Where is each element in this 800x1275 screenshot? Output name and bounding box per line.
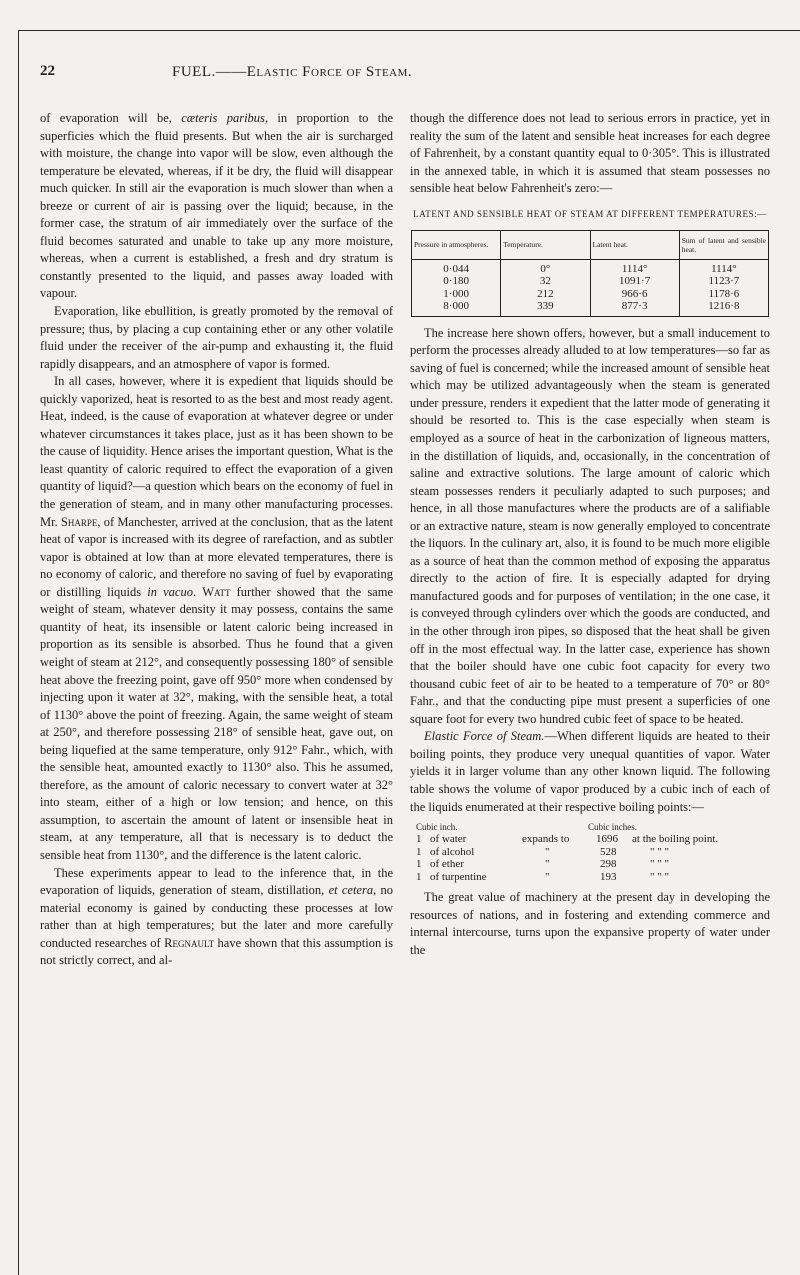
running-title: FUEL.——Elastic Force of Steam.	[172, 64, 413, 80]
paragraph: Elastic Force of Steam.—When different liquids are heated to their boiling points, they produce very unequal quantities of vapor. Water yields it in larger volume than any other known liquid. The following table shows the volume of vapor produced by a cubic inch of each of the liquids enumerated at their respective boiling points:—	[410, 729, 770, 814]
author-name: Watt	[202, 584, 231, 599]
right-column	[410, 110, 770, 959]
paragraph: Evaporation, like ebullition, is greatly promoted by the removal of pressure; thus, by placing a cup containing ether or any other volatile fluid under the receiver of the air-pump and exhausting it, the fluid rapidly disappears, and an atmosphere of vapor is formed.	[40, 304, 393, 371]
paragraph: The increase here shown offers, however, but a small inducement to perform the processes already alluded to at low temperatures—so far as saving of fuel is concerned; while the increased amount of sensible heat which may be utilized advantageously when the steam is generated under pressure, renders it expedient that the latter mode of generating it should be resorted to. This is the case especially when steam is employed as a source of heat in the carbonization of ligneous matters, in the distillation of liquids, and, occasionally, in the concentration of saline and extractive solutions. The large amount of caloric which steam possesses renders it peculiarly adapted to such purposes; and hence, in all those manufactures where the products are of a salifiable or an extractive nature, steam is now generally employed to concentrate the liquors. In the culinary art, also, it is found to be much more eligible as a source of heat than the common method of exposing the apparatus directly to the action of fire. It is especially adapted for drying manufactured goods and for purposes of ventilation; in the one case, it is conveyed through cylinders over which the goods are conducted, and in the other through iron pipes, so disposed that the heat shall be given off in the most effectual way. In the latter case, experience has shown that the boiler should have one cubic foot capacity for every two thousand cubic feet of air to be heated to a temperature of 70° or 80° Fahr., and that the conducting pipe must present a superficies of one square foot for every two hundred cubic feet of space to be heated.	[410, 325, 770, 726]
paragraph: These experiments appear to lead to the inference that, in the evaporation of liquids, generation of steam, distillation, et cetera, no material economy is gained by conducting these processes at low rather than at high temperatures; but the later and more carefully conducted researches of Regnault have shown that this assumption is not strictly correct, and al-	[40, 865, 394, 968]
table-cell: 339	[501, 300, 590, 316]
table-row	[412, 300, 769, 316]
volume-row: 1 of turpentine " 193 " " "	[416, 870, 669, 883]
column-header: Pressure in atmospheres.	[412, 230, 501, 259]
volume-row: 1 of ether " 298 " " "	[416, 858, 669, 871]
table-title: LATENT AND SENSIBLE HEAT OF STEAM AT DIFFERENT TEMPERATURES:—	[413, 208, 767, 219]
volume-table-header	[410, 822, 770, 833]
page-edge-left	[18, 30, 19, 1275]
page-number: 22	[40, 63, 55, 79]
column-header: Latent heat.	[590, 230, 679, 259]
paragraph: In all cases, however, where it is expedient that liquids should be quickly vaporized, heat is resorted to as the best and most ready agent. Heat, indeed, is the cause of evaporation at whatever degree or under whatever circumstances it takes place, just as it has been shown to be the cause of liquidity. Hence arises the important question, What is the least quantity of caloric required to effect the evaporation of a given quantity of liquid?—a question which bears on the economy of fuel in the generation of steam, and in many other manufacturing processes. Mr. Sharpe, of Manchester, arrived at the conclusion, that as the latent heat of vapor is increased with its degree of rarefaction, and as subtler vapor is obtained at low than at more elevated temperatures, there is no economy of caloric, and therefore no saving of fuel by evaporating or distilling liquids in vacuo. Watt further showed that the same weight of steam, whatever density it may possess, contains the same quantity of heat, its insensible or latent caloric being increased in proportion as its sensible is absorbed. Thus he found that a given weight of steam at 212°, and consequently possessing 180° of sensible heat above the freezing point, gave off 950° more when condensed by injecting upon it water at 32°, making, with the sensible heat, a total of 1130° above the point of freezing. Again, the same weight of steam at 250°, and therefore possessing 218° of sensible heat, gave out, on being liquefied at the same temperature, only 912° Fahr., which, with the sensible heat, amounted exactly to 1130° also. This he assumed, therefore, as the amount of caloric necessary to convert water at 32° into steam, either of a high or low tension; and hence, on this assumption, to ascertain the amount of latent or insensible heat in steam, at any temperature, all that is necessary is to deduct the sensible heat from 1130°, and the difference is the latent caloric.	[40, 374, 394, 862]
volume-row: 1 of water expands to 1696 at the boiling point.	[416, 833, 719, 846]
paragraph: The great value of machinery at the present day in developing the resources of nations, and in fostering and extending commerce and internal intercourse, turns upon the expansive property of water under the	[410, 890, 770, 957]
table-row	[412, 275, 769, 288]
table-cell: 1123·7	[679, 275, 768, 288]
table-cell: 0·180	[412, 275, 501, 288]
table-cell: 1091·7	[590, 275, 679, 288]
author-name: Sharpe	[60, 514, 98, 529]
volume-table	[410, 822, 770, 883]
left-column	[40, 110, 393, 970]
paragraph: of evaporation will be, cæteris paribus, in proportion to the superficies which the fluid presents. But when the air is surcharged with moisture, the change into vapor will be slow, even although the temperature be elevated, whereas, if it be dry, the fluid will disappear much quicker. In still air the evaporation is much slower than when a breeze or current of air is passing over the liquid; because, in the former case, the stratum of air immediately over the surface of the fluid becomes saturated and unable to take up any more moisture, whereas, when a current is established, a fresh and dry stratum is constantly presented to the liquid, and passes away loaded with vapour.	[40, 111, 394, 301]
table-cell: 0·044	[412, 259, 501, 275]
table-cell: 212	[501, 288, 590, 301]
table-cell: 877·3	[590, 300, 679, 316]
page-header	[24, 63, 784, 87]
table-row	[412, 259, 769, 275]
table-cell: 1·000	[412, 288, 501, 301]
table-header-row	[412, 230, 769, 259]
author-name: Regnault	[164, 935, 215, 950]
table-cell: 1216·8	[679, 300, 768, 316]
table-cell: 0°	[501, 259, 590, 275]
page-edge-top	[18, 30, 800, 31]
table-cell: 32	[501, 275, 590, 288]
table-cell: 966·6	[590, 288, 679, 301]
section-heading: Elastic Force of Steam.	[424, 729, 545, 744]
column-header: Sum of latent and sensible heat.	[679, 230, 768, 259]
paragraph: though the difference does not lead to serious errors in practice, yet in reality the sum of the latent and sensible heat increases for each degree of Fahrenheit, by a constant quantity equal to 0·305°. This is illustrated in the annexed table, in which it is assumed that steam possesses no sensible heat below Fahrenheit's zero:—	[410, 111, 770, 196]
column-header: Temperature.	[501, 230, 590, 259]
column-header: Cubic inches.	[588, 822, 637, 833]
table-cell: 1114°	[679, 259, 768, 275]
heat-table	[411, 230, 769, 317]
table-cell: 1178·6	[679, 288, 768, 301]
column-header: Cubic inch.	[416, 822, 458, 833]
table-cell: 1114°	[590, 259, 679, 275]
volume-row: 1 of alcohol " 528 " " "	[416, 845, 669, 858]
table-cell: 8·000	[412, 300, 501, 316]
table-row	[412, 288, 769, 301]
